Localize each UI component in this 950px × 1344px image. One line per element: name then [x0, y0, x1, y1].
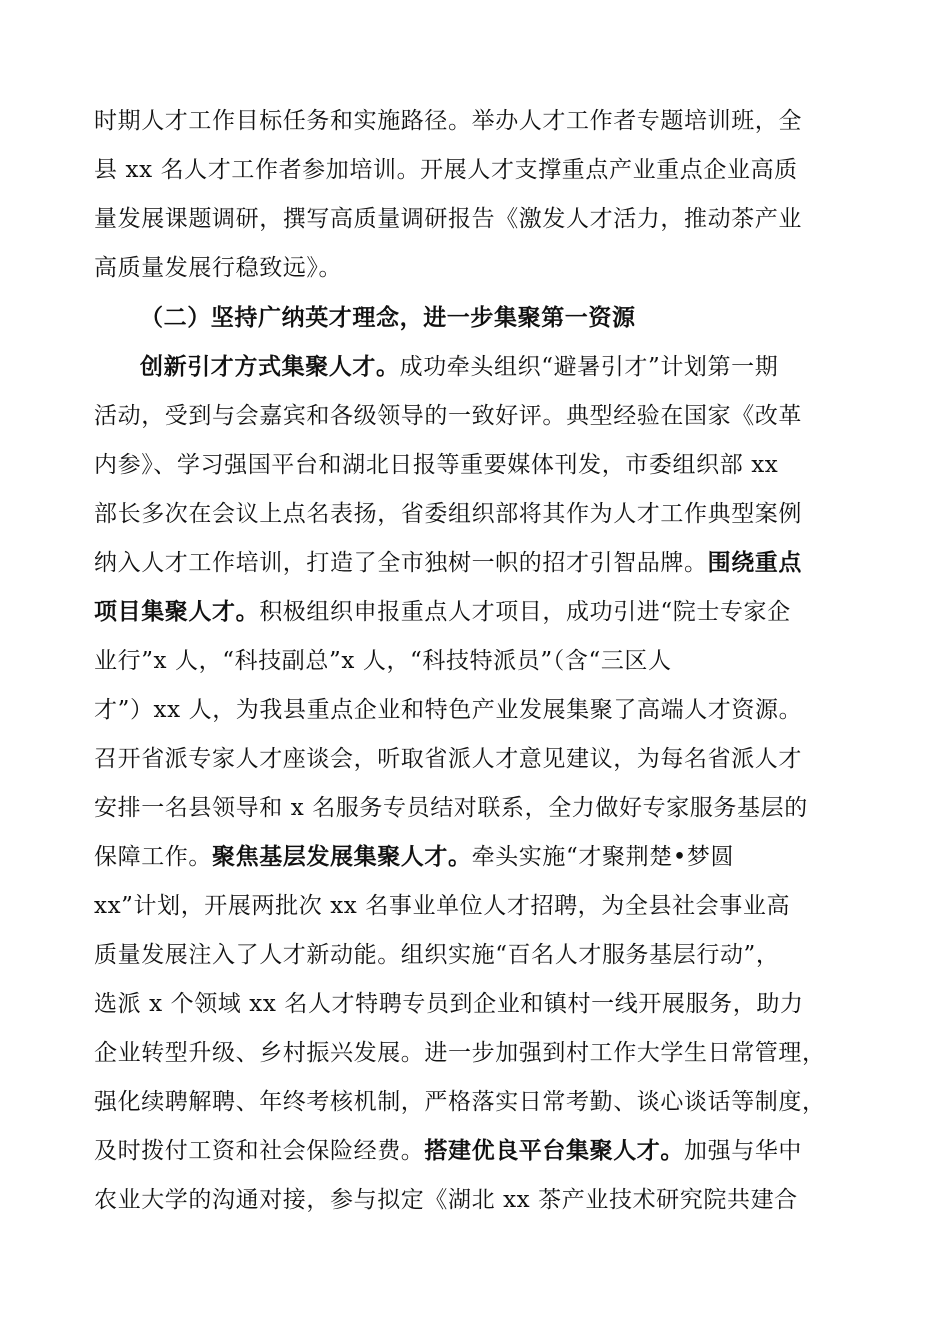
para-text: 积极组织申报重点人才项目，成功引进“院士专家企 — [259, 599, 791, 625]
para-text: 加强与华中 — [684, 1138, 803, 1164]
para-line-5 — [94, 548, 802, 578]
text-line-3: 量发展课题调研，撰写高质量调研报告《激发人才活力，推动茶产业 — [94, 206, 802, 232]
section-heading: （二）坚持广纳英才理念，进一步集聚第一资源 — [140, 305, 636, 331]
para-line-18: 农业大学的沟通对接，参与拟定《湖北 xx 茶产业技术研究院共建合 — [94, 1187, 798, 1213]
text-line-2: 县 xx 名人才工作者参加培训。开展人才支撑重点产业重点企业高质 — [94, 157, 798, 183]
para-text: 保障工作。 — [94, 844, 212, 870]
bold-lead-3: 聚焦基层发展集聚人才。 — [212, 844, 472, 870]
para-line-2: 活动，受到与会嘉宾和各级领导的一致好评。典型经验在国家《改革 — [94, 403, 802, 429]
bold-lead-4: 搭建优良平台集聚人才。 — [424, 1138, 685, 1164]
para-line-8: 才”）xx 人，为我县重点企业和特色产业发展集聚了高端人才资源。 — [94, 697, 803, 723]
para-line-7: 业行”x 人，“科技副总”x 人，“科技特派员”（含“三区人 — [94, 648, 672, 674]
para-line-10: 安排一名县领导和 x 名服务专员结对联系，全力做好专家服务基层的 — [94, 795, 808, 821]
para-line-11 — [94, 842, 734, 872]
para-line-13: 质量发展注入了人才新动能。组织实施“百名人才服务基层行动”， — [94, 942, 780, 968]
bold-lead-1: 创新引才方式集聚人才。 — [140, 354, 400, 380]
para-line-6 — [94, 597, 791, 627]
bold-lead-2a: 围绕重点 — [707, 550, 803, 576]
para-line-15: 企业转型升级、乡村振兴发展。进一步加强到村工作大学生日常管理， — [94, 1040, 826, 1066]
para-line-4: 部长多次在会议上点名表扬，省委组织部将其作为人才工作典型案例 — [94, 501, 802, 527]
para-line-16: 强化续聘解聘、年终考核机制，严格落实日常考勤、谈心谈话等制度， — [94, 1089, 826, 1115]
para-line-1 — [140, 352, 778, 382]
para-text: 牵头实施“才聚荆楚•梦圆 — [471, 844, 735, 870]
para-line-17 — [94, 1136, 802, 1166]
para-text: 成功牵头组织“避暑引才”计划第一期 — [399, 354, 779, 380]
bold-lead-2b: 项目集聚人才。 — [94, 599, 260, 625]
para-text: 纳入人才工作培训，打造了全市独树一帜的招才引智品牌。 — [94, 550, 708, 576]
text-line-4: 高质量发展行稳致远》。 — [94, 255, 343, 281]
para-line-12: xx”计划，开展两批次 xx 名事业单位人才招聘，为全县社会事业高 — [94, 893, 791, 919]
para-line-3: 内参》、学习强国平台和湖北日报等重要媒体刊发，市委组织部 xx — [94, 452, 779, 478]
para-line-9: 召开省派专家人才座谈会，听取省派人才意见建议，为每名省派人才 — [94, 746, 802, 772]
para-text: 及时拨付工资和社会保险经费。 — [94, 1138, 425, 1164]
text-line-1: 时期人才工作目标任务和实施路径。举办人才工作者专题培训班，全 — [94, 108, 802, 134]
para-line-14: 选派 x 个领域 xx 名人才特聘专员到企业和镇村一线开展服务，助力 — [94, 991, 804, 1017]
